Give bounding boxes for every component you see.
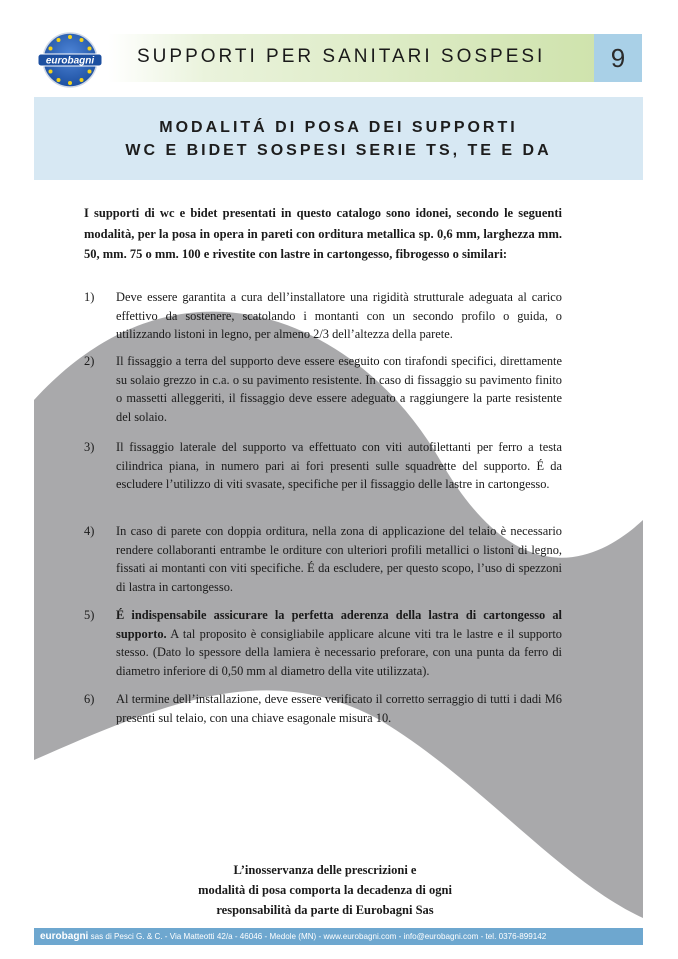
logo-text: eurobagni	[45, 55, 95, 67]
list-item-number: 6)	[84, 692, 95, 706]
list-item	[84, 438, 562, 494]
list-item-text	[116, 606, 562, 680]
list-item-number: 4)	[84, 524, 95, 538]
footer-brand: eurobagni	[40, 931, 89, 942]
page-number: 9	[610, 43, 626, 73]
title-box	[34, 97, 643, 180]
footer-note-line-2: modalità di posa comporta la decadenza di ogni	[198, 883, 452, 897]
list-item-text: Al termine dell’installazione, deve essere verificato il corretto serraggio di tutti i dadi M6 presenti sul telaio, con una chiave esagonale misura 10.	[116, 692, 562, 725]
list-item-number: 3)	[84, 440, 95, 454]
title-line-2: WC E BIDET SOSPESI SERIE TS, TE E DA	[125, 142, 552, 159]
footer-bar	[34, 928, 643, 945]
list-item	[84, 690, 562, 727]
list-item-text: Il fissaggio a terra del supporto deve essere eseguito con tirafondi specifici, direttamente su solaio grezzo in c.a. o su pavimento resistente. In caso di fissaggio su pavimento finito o massetti alleggeriti, il fissaggio deve essere adeguato a raggiungere la parte resistente del solaio.	[116, 354, 562, 424]
list-item-text: In caso di parete con doppia orditura, nella zona di applicazione del telaio è necessario rendere collaboranti entrambe le orditure con ulteriori profili metallici o listoni di legno, fissati ai montanti con viti specifiche. É da escludere, per questo scopo, l’uso di spezzoni di lastra in cartongesso.	[116, 524, 562, 594]
list-item	[84, 522, 562, 596]
title-line-1: MODALITÁ DI POSA DEI SUPPORTI	[159, 119, 518, 136]
list-item	[84, 288, 562, 344]
list-item-text: Il fissaggio laterale del supporto va effettuato con viti autofilettanti per ferro a testa cilindrica piana, in numero pari ai fori presenti sulle squadrette del supporto. É da escludere l’utilizzo di viti svasate, specifiche per il fissaggio delle lastre in cartongesso.	[116, 440, 562, 491]
list-item-rest-text: A tal proposito è consigliabile applicare alcune viti tra le lastre e il supporto stesso. (Dato lo spessore della lamiera è necessario preforare, con una punta da ferro di diametro inferiore di 0,50 mm al diametro della vite utilizzata).	[116, 626, 562, 678]
intro-paragraph: I supporti di wc e bidet presentati in questo catalogo sono idonei, secondo le seguenti modalità, per la posa in opera in pareti con orditura metallica sp. 0,6 mm, larghezza mm. 50, mm. 75 o mm. 100 e rivestite con lastre in cartongesso, fibrogesso o similari:	[84, 206, 562, 261]
list-item	[84, 352, 562, 426]
footer-note	[150, 860, 500, 920]
eurobagni-logo-icon	[34, 30, 106, 90]
list-item-bold-text: É indispensabile assicurare la perfetta aderenza della lastra di cartongesso al supporto.	[116, 608, 562, 641]
footer-contact-text: sas di Pesci G. & C. - Via Matteotti 42/a - 46046 - Medole (MN) - www.eurobagni.com - info@eurobagni.com - tel. 0376-899142	[88, 932, 547, 941]
header-title: SUPPORTI PER SANITARI SOSPESI	[137, 46, 546, 67]
list-item-number: 2)	[84, 354, 95, 368]
list-item-number: 1)	[84, 290, 95, 304]
footer-note-line-1: L’inosservanza delle prescrizioni e	[233, 863, 417, 877]
page-number-box	[594, 34, 642, 82]
footer-note-line-3: responsabilità da parte di Eurobagni Sas	[216, 903, 434, 917]
list-item-text: Deve essere garantita a cura dell’installatore una rigidità strutturale adeguata al carico effettivo da sostenere, scatolando i montanti con un secondo profilo o guida, o utilizzando listoni in legno, per almeno 2/3 dell’altezza della parete.	[116, 290, 562, 341]
list-item	[84, 606, 562, 680]
list-item-number: 5)	[84, 608, 95, 622]
